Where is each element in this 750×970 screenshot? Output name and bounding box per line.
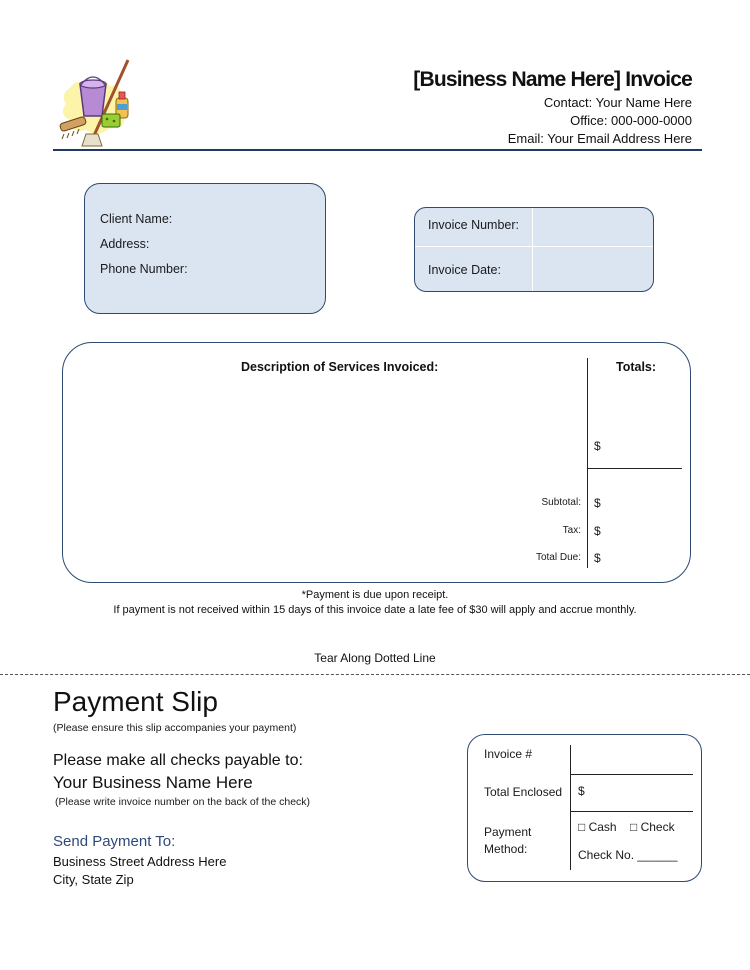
check-note: (Please write invoice number on the back of the check) [55,796,311,808]
subtotal-label: Subtotal: [541,497,581,508]
payment-method-label-1: Payment [484,825,532,839]
invoice-number-label: Invoice Number: [428,218,520,232]
services-box [62,342,691,583]
invoice-box-divider-horizontal [415,246,653,247]
client-address-label: Address: [100,237,150,251]
totals-column-divider [587,358,588,568]
payment-method-label-2: Method: [484,842,528,856]
invoice-date-label: Invoice Date: [428,263,501,277]
city-state-zip: City, State Zip [53,872,134,887]
invoice-box-divider-vertical [532,208,533,291]
invoice-info-box [414,207,654,292]
payment-box-divider-1 [570,774,693,775]
total-due-label: Total Due: [535,552,581,563]
description-header: Description of Services Invoiced: [241,360,439,374]
payable-business-name: Your Business Name Here [53,773,253,792]
late-fee-note: If payment is not received within 15 days of this invoice date a late fee of $30 will apply and accrue monthly. [113,604,637,616]
check-number-field[interactable]: Check No. ______ [578,848,678,862]
totals-separator [587,468,682,469]
totals-header: Totals: [616,360,657,374]
contact-line: Contact: Your Name Here [543,95,692,110]
tax-value: $ [594,524,601,538]
header-divider [53,149,702,151]
tax-label: Tax: [562,525,581,536]
total-due-value: $ [594,551,601,565]
client-name-label: Client Name: [100,212,173,226]
total-enclosed-value: $ [578,784,585,798]
line-total-value: $ [594,439,601,453]
total-enclosed-label: Total Enclosed [484,785,563,799]
email-line: Email: Your Email Address Here [507,131,692,146]
street-address: Business Street Address Here [53,854,227,869]
subtotal-value: $ [594,496,601,510]
check-checkbox[interactable]: □ Check [630,820,675,834]
cash-checkbox[interactable]: □ Cash [578,820,617,834]
payment-slip-subtitle: (Please ensure this slip accompanies your payment) [53,722,297,734]
payment-box-divider-2 [570,811,693,812]
tear-instruction: Tear Along Dotted Line [314,651,436,665]
invoice-number-slip-label: Invoice # [484,747,533,761]
send-payment-heading: Send Payment To: [53,833,176,850]
client-phone-label: Phone Number: [100,262,188,276]
payment-slip-title: Payment Slip [53,686,218,717]
checks-payable-text: Please make all checks payable to: [53,752,303,769]
cleaning-supplies-logo-icon [56,54,140,148]
office-line: Office: 000-000-0000 [570,113,692,128]
payment-due-note: *Payment is due upon receipt. [301,589,449,601]
payment-box-divider-vertical [570,745,571,870]
invoice-title: [Business Name Here] Invoice [413,68,692,91]
tear-dotted-line [0,674,750,675]
